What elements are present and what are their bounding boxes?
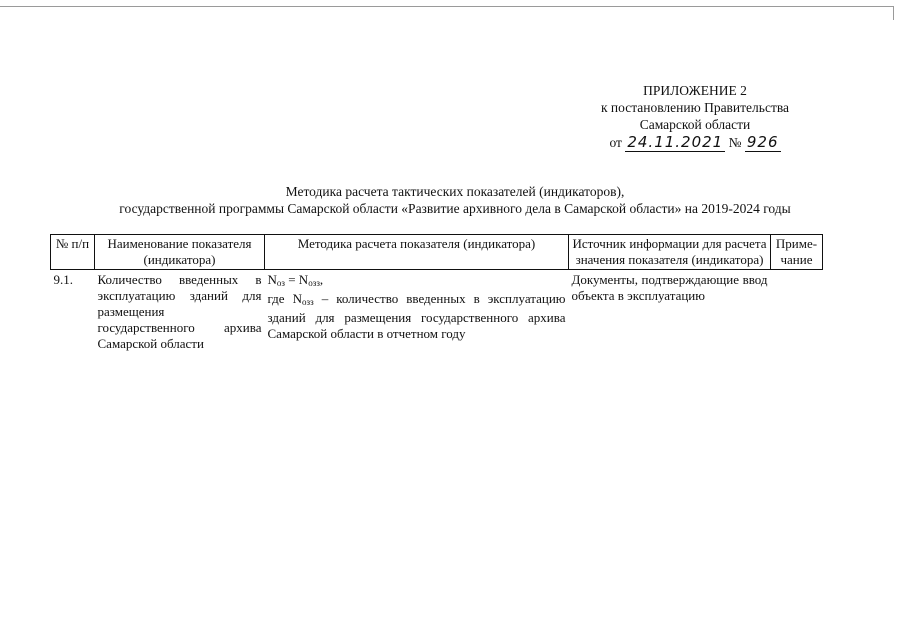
number-sign: № [728, 135, 742, 150]
method-formula [268, 272, 566, 291]
formula-rhs: N [298, 272, 309, 287]
order-date-number [565, 134, 825, 151]
formula-lhs: N [267, 272, 277, 287]
header-name: Наименование показателя (индикатора) [95, 235, 265, 270]
cell-method [265, 270, 569, 355]
header-num: № п/п [51, 235, 95, 270]
page-top-border [0, 6, 893, 7]
header-method: Методика расчета показателя (индикатора) [265, 235, 569, 270]
appendix-header [565, 82, 825, 151]
cell-name: Количество введенных в эксплуатацию зданий для размещения государственного архива Самарской области [97, 272, 262, 351]
header-source: Источник информации для расчета значения показателя (индикатора) [569, 235, 771, 270]
document-title [40, 183, 870, 217]
appendix-line-2: Самарской области [639, 117, 751, 132]
header-note: Приме-чание [771, 235, 823, 270]
handwritten-number: 926 [746, 133, 779, 151]
table-row [51, 270, 823, 355]
appendix-line-1: к постановлению Правительства [600, 100, 790, 115]
table-header-row [51, 235, 823, 270]
formula-end: , [319, 272, 324, 287]
cell-num: 9.1. [53, 272, 73, 287]
cell-source: Документы, подтверждающие ввод объекта в эксплуатацию [571, 272, 768, 303]
document-title-line-2: государственной программы Самарской области «Развитие архивного дела в Самарской области» на 2019-2024 годы [119, 201, 791, 216]
handwritten-date: 24.11.2021 [627, 133, 724, 151]
cell-note [771, 270, 823, 355]
appendix-title: ПРИЛОЖЕНИЕ 2 [643, 83, 747, 98]
formula-lhs-sub: оз [276, 278, 285, 288]
method-description [268, 291, 566, 342]
method-where: где [267, 291, 293, 306]
page-right-border [893, 6, 894, 20]
formula-eq: = [284, 272, 299, 287]
method-var: N [292, 291, 302, 306]
document-title-line-1: Методика расчета тактических показателей (индикаторов), [285, 184, 625, 199]
indicator-table [50, 234, 823, 354]
formula-rhs-sub: озз [308, 278, 320, 288]
method-desc: – количество введенных в эксплуатацию зданий для размещения государственного архива Самарской области в отчетном году [267, 291, 566, 341]
method-var-sub: озз [301, 297, 314, 307]
date-prefix: от [609, 135, 622, 150]
